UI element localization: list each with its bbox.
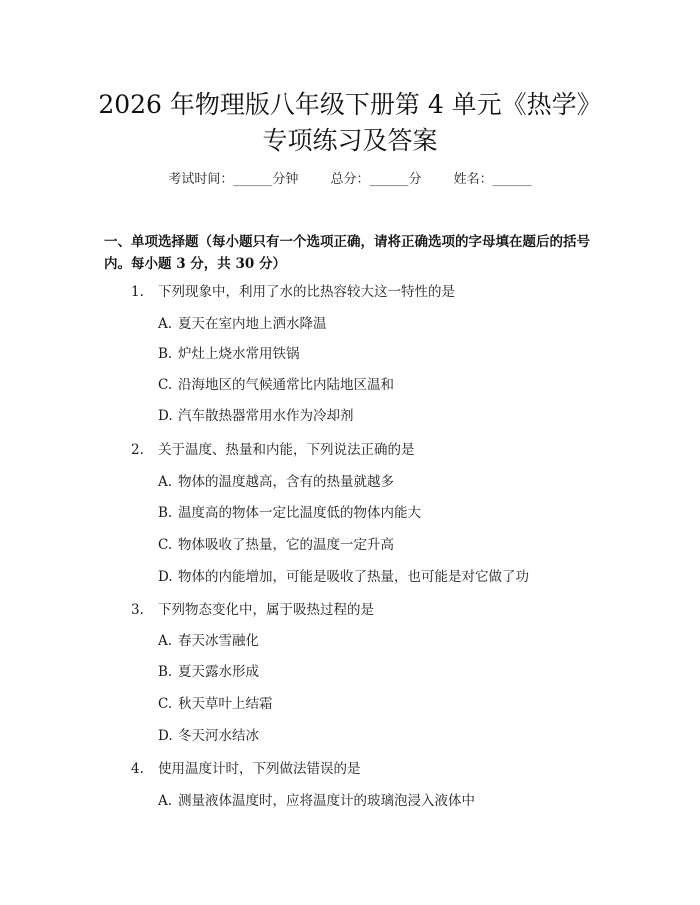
student-name-field: 姓名：______ — [453, 172, 532, 187]
question-2-option-a — [158, 473, 394, 491]
option-letter: B. — [158, 664, 173, 680]
question-text: 下列物态变化中，属于吸热过程的是 — [158, 602, 374, 618]
option-text: 冬天河水结冰 — [178, 728, 259, 744]
option-text: 物体吸收了热量，它的温度一定升高 — [178, 537, 394, 553]
option-text: 夏天在室内地上洒水降温 — [178, 316, 327, 332]
option-text: 秋天草叶上结霜 — [178, 696, 273, 712]
option-letter: C. — [158, 537, 173, 553]
option-text: 炉灶上烧水常用铁锅 — [178, 346, 300, 362]
question-1-option-c — [158, 376, 394, 394]
question-text: 关于温度、热量和内能，下列说法正确的是 — [158, 442, 415, 458]
question-3-option-c — [158, 695, 273, 713]
question-3-option-b — [158, 663, 259, 681]
question-1 — [131, 283, 455, 301]
option-text: 沿海地区的气候通常比内陆地区温和 — [178, 377, 394, 393]
question-number: 2. — [131, 442, 144, 458]
question-3-option-a — [158, 632, 259, 650]
document-title-line1: 2026 年物理版八年级下册第 4 单元《热学》 — [98, 90, 602, 119]
question-number: 4. — [131, 761, 144, 777]
total-score-field: 总分：______分 — [330, 172, 422, 187]
option-letter: D. — [158, 408, 173, 424]
question-2-option-d — [158, 568, 529, 586]
option-text: 温度高的物体一定比温度低的物体内能大 — [178, 505, 421, 521]
option-text: 测量液体温度时，应将温度计的玻璃泡浸入液体中 — [178, 793, 475, 809]
option-letter: A. — [158, 474, 173, 490]
option-text: 物体的内能增加，可能是吸收了热量，也可能是对它做了功 — [178, 569, 529, 585]
exam-info-row — [0, 168, 700, 187]
question-text: 使用温度计时，下列做法错误的是 — [158, 761, 361, 777]
question-4-option-a — [158, 792, 475, 810]
question-2 — [131, 441, 415, 459]
document-title-line2: 专项练习及答案 — [262, 126, 438, 155]
question-1-option-b — [158, 345, 300, 363]
question-number: 1. — [131, 284, 144, 300]
option-letter: D. — [158, 569, 173, 585]
option-letter: B. — [158, 346, 173, 362]
question-text: 下列现象中，利用了水的比热容较大这一特性的是 — [158, 284, 455, 300]
option-text: 物体的温度越高，含有的热量就越多 — [178, 474, 394, 490]
option-text: 夏天露水形成 — [178, 664, 259, 680]
exam-time-field: 考试时间：______分钟 — [168, 172, 299, 187]
question-2-option-c — [158, 536, 394, 554]
option-text: 汽车散热器常用水作为冷却剂 — [178, 408, 354, 424]
question-3 — [131, 601, 374, 619]
question-4 — [131, 760, 361, 778]
question-1-option-a — [158, 315, 327, 333]
question-2-option-b — [158, 504, 421, 522]
option-letter: A. — [158, 793, 173, 809]
section-heading-single-choice: 一、单项选择题（每小题只有一个选项正确，请将正确选项的字母填在题后的括号内。每小题 3 分，共 30 分） — [104, 234, 590, 272]
option-text: 春天冰雪融化 — [178, 633, 259, 649]
option-letter: A. — [158, 633, 173, 649]
question-1-option-d — [158, 407, 354, 425]
option-letter: B. — [158, 505, 173, 521]
option-letter: C. — [158, 377, 173, 393]
option-letter: A. — [158, 316, 173, 332]
option-letter: C. — [158, 696, 173, 712]
question-3-option-d — [158, 727, 259, 745]
question-number: 3. — [131, 602, 144, 618]
option-letter: D. — [158, 728, 173, 744]
